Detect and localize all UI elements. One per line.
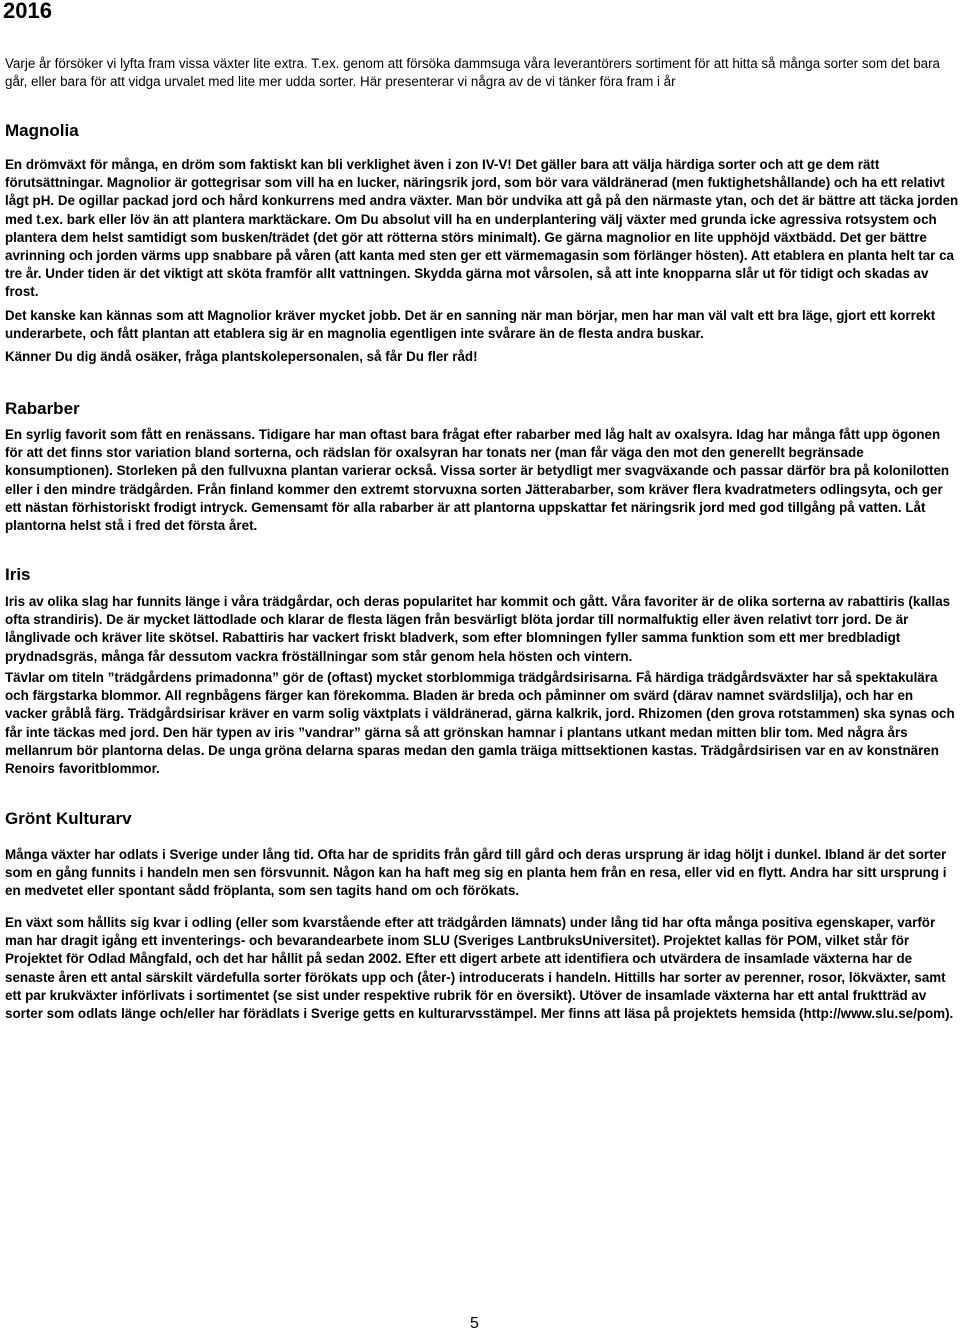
magnolia-paragraph-1: En drömväxt för många, en dröm som faktiskt kan bli verklighet även i zon IV-V! Det gäller bara att välja härdiga sorter och att ge dem rätt förutsättningar. Magnolior är gottegrisar som vill ha en lucker, näringsrik jord, som bör vara väldränerad (men fuktighetshållande) och ha ett relativt lågt pH. De ogillar packad jord och hård konkurrens med andra växter. Man bör undvika att gå på den närmaste ytan, och det är bättre att täcka jorden med t.ex. bark eller löv än att plantera marktäckare. Om Du absolut vill ha en underplantering välj växter med grunda icke agressiva rotsystem och plantera dem helst samtidigt som busken/trädet (det gör att rötterna störs minimalt). Ge gärna magnolior en lite upphöjd växtbädd. Det ger bättre avrinning och jorden värms upp snabbare på våren (att kanta med sten ger ett värmemagasin som förlänger hösten). Att etablera en planta helt tar ca tre år. Under tiden är det viktigt att sköta framför allt vattningen. Skydda gärna mot vårsolen, så att inte knopparna slår ut för tidigt och skadas av frost. [5,157,959,300]
iris-paragraph-1: Iris av olika slag har funnits länge i våra trädgårdar, och deras popularitet har kommit och gått. Våra favoriter är de olika sorterna av rabattiris (kallas ofta strandiris). De är mycket lättodlade och klarar de flesta lägen från besvärligt blöta jordar till normalfuktig eller även relativt torr jord. De är långlivade och kräver lite skötsel. Rabattiris har vackert friskt bladverk, som efter blomningen fyller samma funktion som ett mer bredbladigt prydnadsgräs, många får dessutom vackra fröställningar som står genom hela hösten och vintern. [5,594,951,664]
section-heading-magnolia: Magnolia [5,121,79,140]
magnolia-paragraph-2: Det kanske kan kännas som att Magnolior kräver mycket jobb. Det är en sanning när man börjar, men har man väl valt ett bra läge, gjort ett korrekt underarbete, och fått plantan att etablera sig är en magnolia egentligen inte svårare än de flesta andra buskar. [5,308,936,342]
page-title: 2016 [3,0,52,23]
intro-paragraph: Varje år försöker vi lyfta fram vissa växter lite extra. T.ex. genom att försöka dammsuga våra leverantörers sortiment för att hitta så många sorter som det bara går, eller bara för att vidga urvalet med lite mer udda sorter. Här presenterar vi några av de vi tänker föra fram i år [5,56,940,90]
magnolia-paragraph-3: Känner Du dig ändå osäker, fråga plantskolepersonalen, så får Du fler råd! [5,349,478,364]
iris-paragraph-2: Tävlar om titeln ”trädgårdens primadonna” gör de (oftast) mycket storblommiga trädgårdsirisarna. Få härdiga trädgårdsväxter har så spektakulära och färgstarka blommor. All regnbågens färger kan förekomma. Bladen är breda och påminner om svärd (därav namnet svärdslilja), och har en vacker gråblå färg. Trädgårdsirisar kräver en varm solig växtplats i väldränerad, gärna kalkrik, jord. Rhizomen (den grova rotstammen) ska synas och får inte täckas med jord. Den här typen av iris ”vandrar” gärna så att grönskan hamnar i plantans utkant medan mitten blir tom. Med några års mellanrum bör plantorna delas. De unga gröna delarna sparas medan den gamla träiga mittsektionen kastas. Trädgårdsirisen var en av konstnären Renoirs favoritblommor. [5,670,955,777]
page-number: 5 [470,1315,479,1332]
section-heading-gront-kulturarv: Grönt Kulturarv [5,809,132,828]
section-heading-iris: Iris [5,565,31,584]
gront-kulturarv-paragraph-1: Många växter har odlats i Sverige under lång tid. Ofta har de spridits från gård till gård och deras ursprung är idag höljt i dunkel. Ibland är det sorter som en gång funnits i handeln men sen försvunnit. Någon kan ha haft meg sig en planta hem från en resa, eller vid en flytt. Andra har sitt ursprung i en medvetet eller spontant sådd fröplanta, som sen tagits hand om och förökats. [5,847,947,899]
gront-kulturarv-paragraph-2: En växt som hållits sig kvar i odling (eller som kvarstående efter att trädgården lämnats) under lång tid har ofta många positiva egenskaper, varför man har dragit igång ett inventerings- och bevarandearbete inom SLU (Sveriges LantbruksUniversitet). Projektet kallas för POM, vilket står för Projektet för Odlad Mångfald, och det har hållit på sedan 2002. Efter ett digert arbete att identifiera och utvärdera de insamlade växterna har de senaste åren ett antal särskilt värdefulla sorter förökats upp och (åter-) introducerats i handeln. Hittills har sorter av perenner, rosor, lökväxter, samt ett par krukväxter införlivats i sortimentet (se sist under respektive rubrik för en översikt). Utöver de insamlade växterna har ett antal fruktträd av sorter som odlats länge och/eller har förädlats i Sverige getts en kulturarvsstämpel. Mer finns att läsa på projektets hemsida (http://www.slu.se/pom). [5,915,954,1022]
rabarber-paragraph-1: En syrlig favorit som fått en renässans. Tidigare har man oftast bara frågat efter rabarber med låg halt av oxalsyra. Idag har många fått upp ögonen för att det finns stor variation bland sorterna, och rädslan för oxalsyran har tonats ner (man får väga den mot den generellt begränsade konsumptionen). Storleken på den fullvuxna plantan varierar också. Vissa sorter är betydligt mer svagväxande och passar därför bra på kolonilotten eller i den mindre trädgården. Från finland kommer den extremt storvuxna sorten Jätterabarber, som kräver flera kvadratmeters odlingsyta, och ger ett nästan förhistoriskt frodigt intryck. Gemensamt för alla rabarber är att plantorna uppskattar fet näringsrik jord med god tillgång på vatten. Låt plantorna helst stå i fred det första året. [5,427,950,534]
section-heading-rabarber: Rabarber [5,399,80,418]
